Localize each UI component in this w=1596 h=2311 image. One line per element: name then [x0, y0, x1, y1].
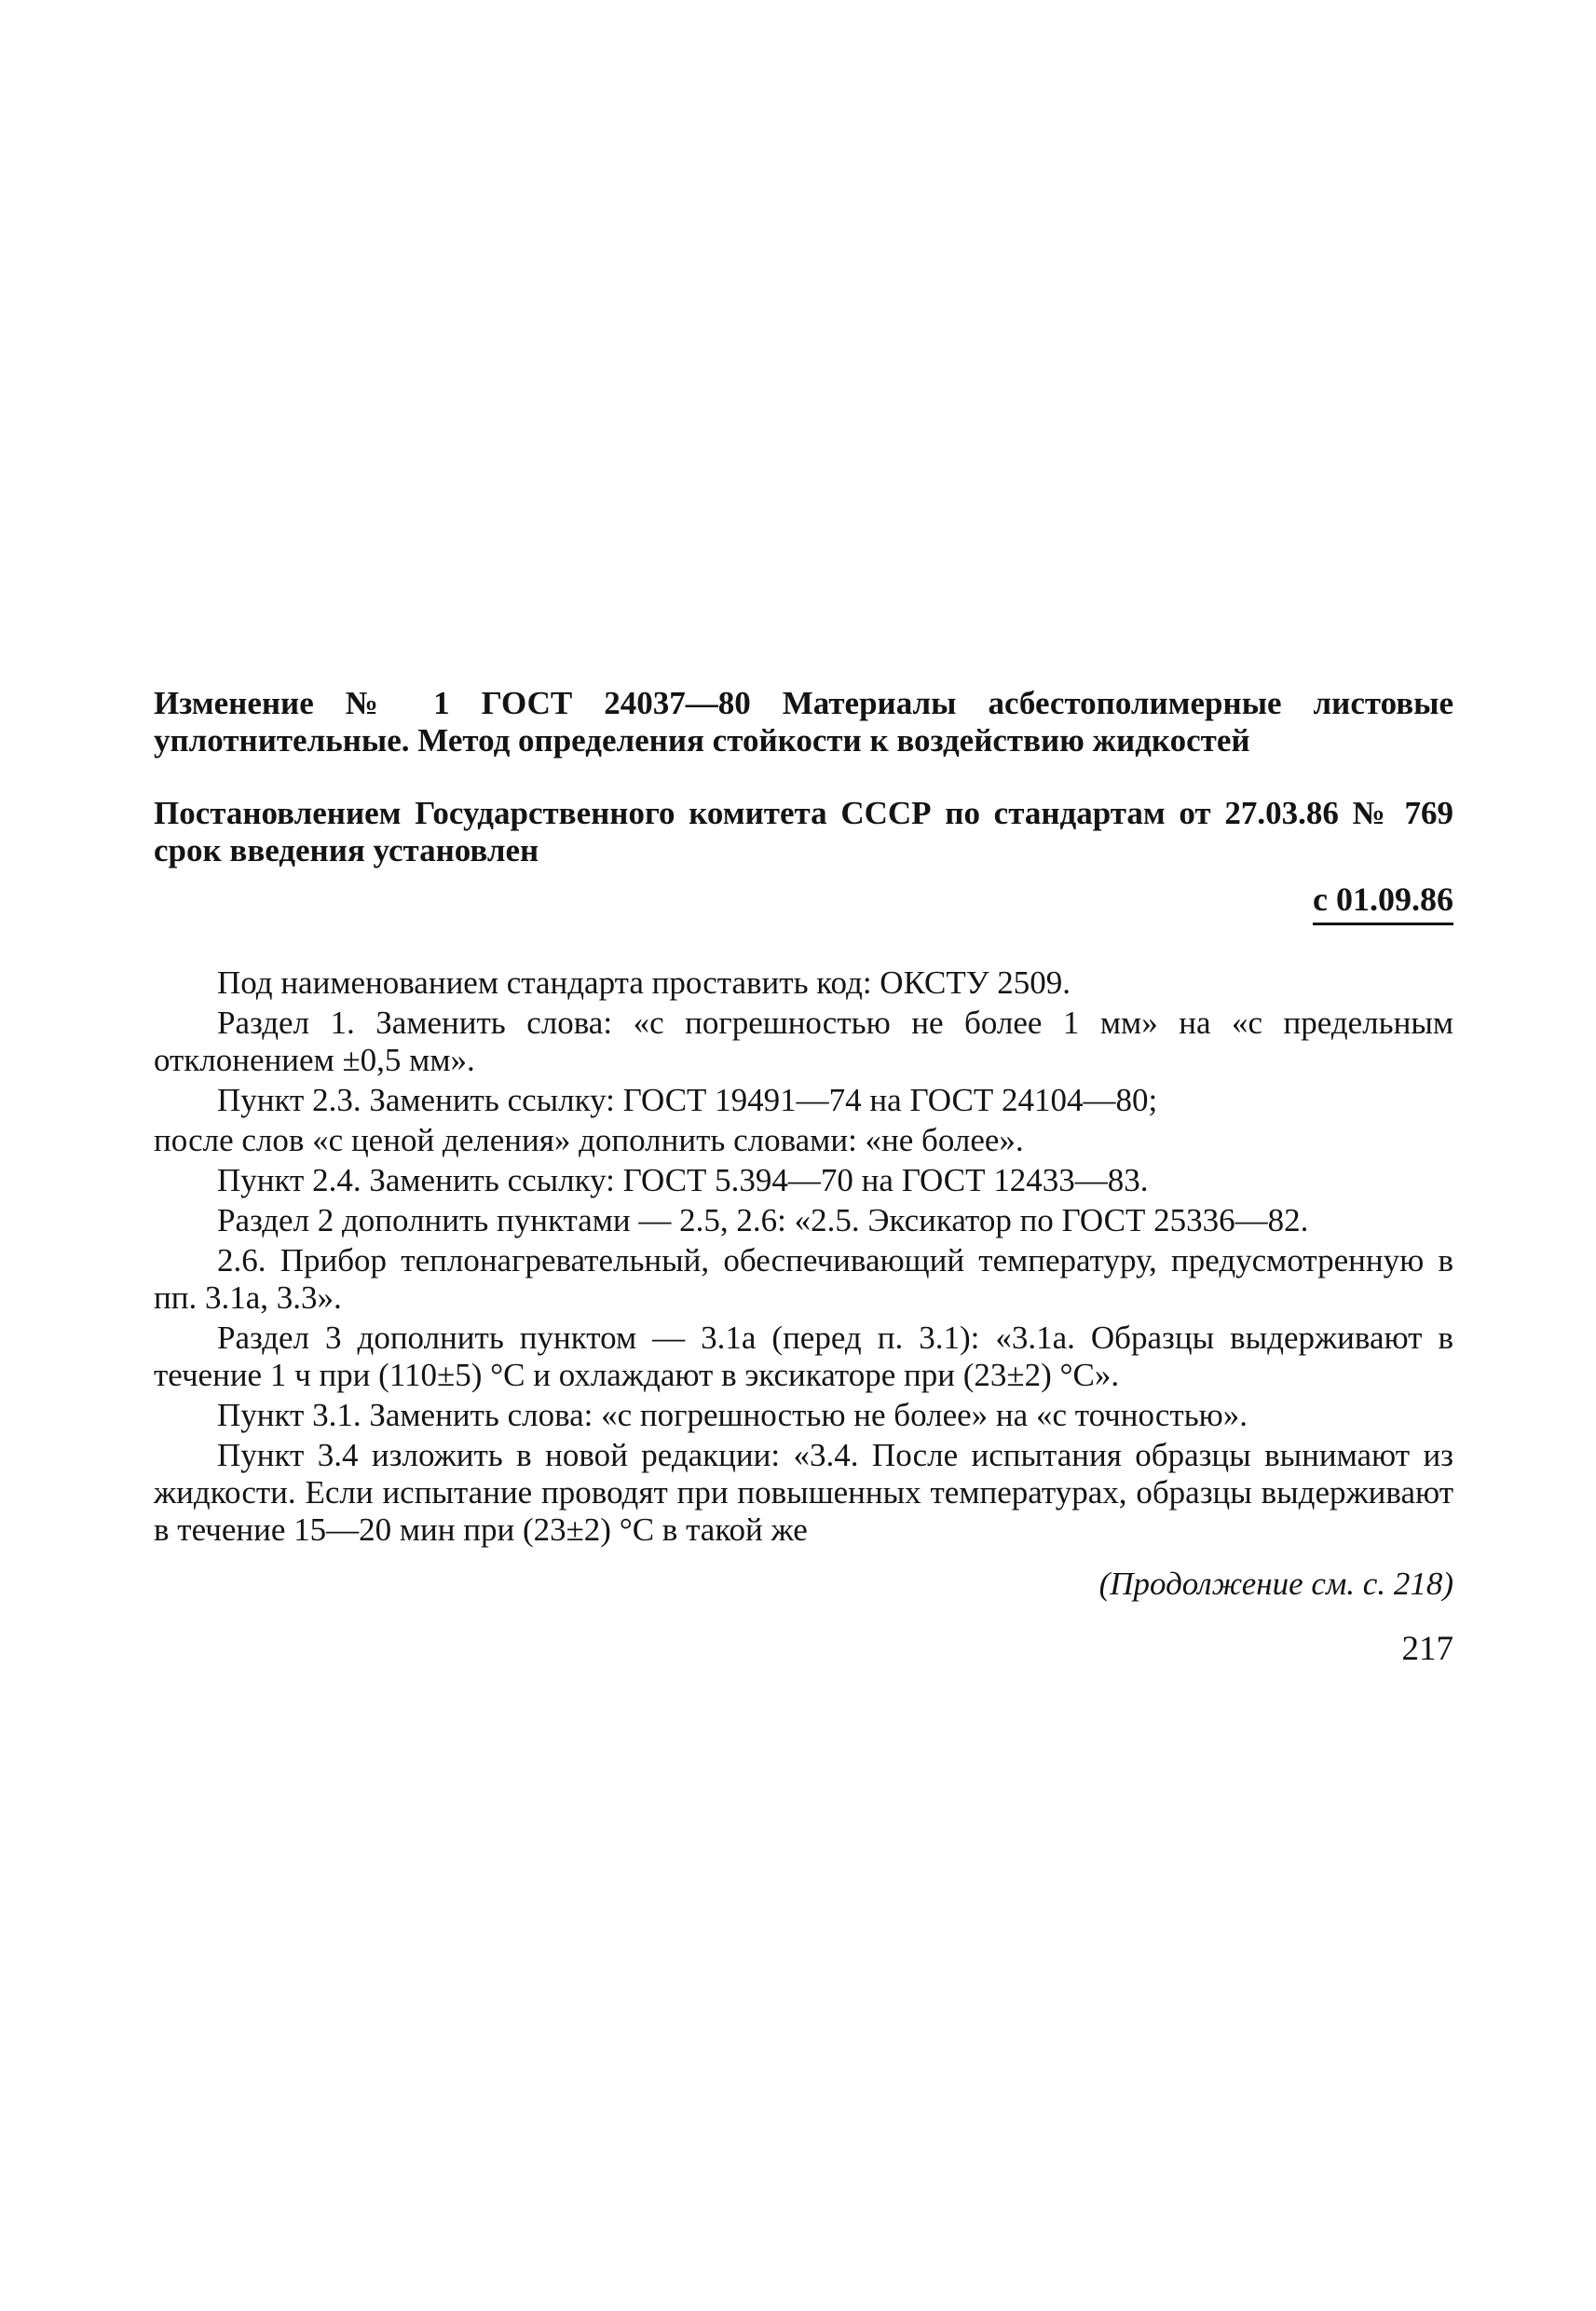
paragraph: Пункт 2.3. Заменить ссылку: ГОСТ 19491—74 на ГОСТ 24104—80;: [217, 1082, 1158, 1118]
paragraph: Раздел 3 дополнить пунктом — 3.1а (перед п. 3.1): «3.1а. Образцы выдерживают в течение 1 ч при (110±5) °С и охлаждают в эксикаторе при (23±2) °С».: [154, 1320, 1453, 1393]
effective-date: с 01.09.86: [1313, 881, 1453, 925]
paragraph: после слов «с ценой деления» дополнить словами: «не более».: [154, 1122, 1024, 1158]
document-body: [154, 685, 1453, 1668]
continuation-note: (Продолжение см. с. 218): [1098, 1566, 1453, 1602]
page-number: 217: [1401, 1630, 1453, 1668]
paragraph: Раздел 2 дополнить пунктами — 2.5, 2.6: «2.5. Эксикатор по ГОСТ 25336—82.: [217, 1202, 1309, 1238]
effective-date-line: [154, 881, 1453, 925]
decree-statement: Постановлением Государственного комитета СССР по стандартам от 27.03.86 № 769 срок введения установлен: [154, 795, 1453, 868]
paragraph: Пункт 2.4. Заменить ссылку: ГОСТ 5.394—70 на ГОСТ 12433—83.: [217, 1162, 1149, 1198]
paragraph: Пункт 3.1. Заменить слова: «с погрешностью не более» на «с точностью».: [217, 1397, 1248, 1433]
paragraph: Под наименованием стандарта проставить код: ОКСТУ 2509.: [217, 964, 1071, 1001]
paragraph: Пункт 3.4 изложить в новой редакции: «3.4. После испытания образцы вынимают из жидкости. Если испытание проводят при повышенных температурах, образцы выдерживают в течение 15—20 мин при (23±2) °С в такой же: [154, 1437, 1453, 1548]
document-title: Изменение № 1 ГОСТ 24037—80 Материалы асбестополимерные листовые уплотнительные. Метод определения стойкости к воздействию жидкостей: [154, 685, 1453, 759]
paragraph: Раздел 1. Заменить слова: «с погрешностью не более 1 мм» на «с предельным отклонением ±0,5 мм».: [154, 1005, 1453, 1078]
paragraph: 2.6. Прибор теплонагревательный, обеспечивающий температуру, предусмотренную в пп. 3.1а, 3.3».: [154, 1242, 1453, 1316]
amendment-text: [154, 964, 1453, 1549]
